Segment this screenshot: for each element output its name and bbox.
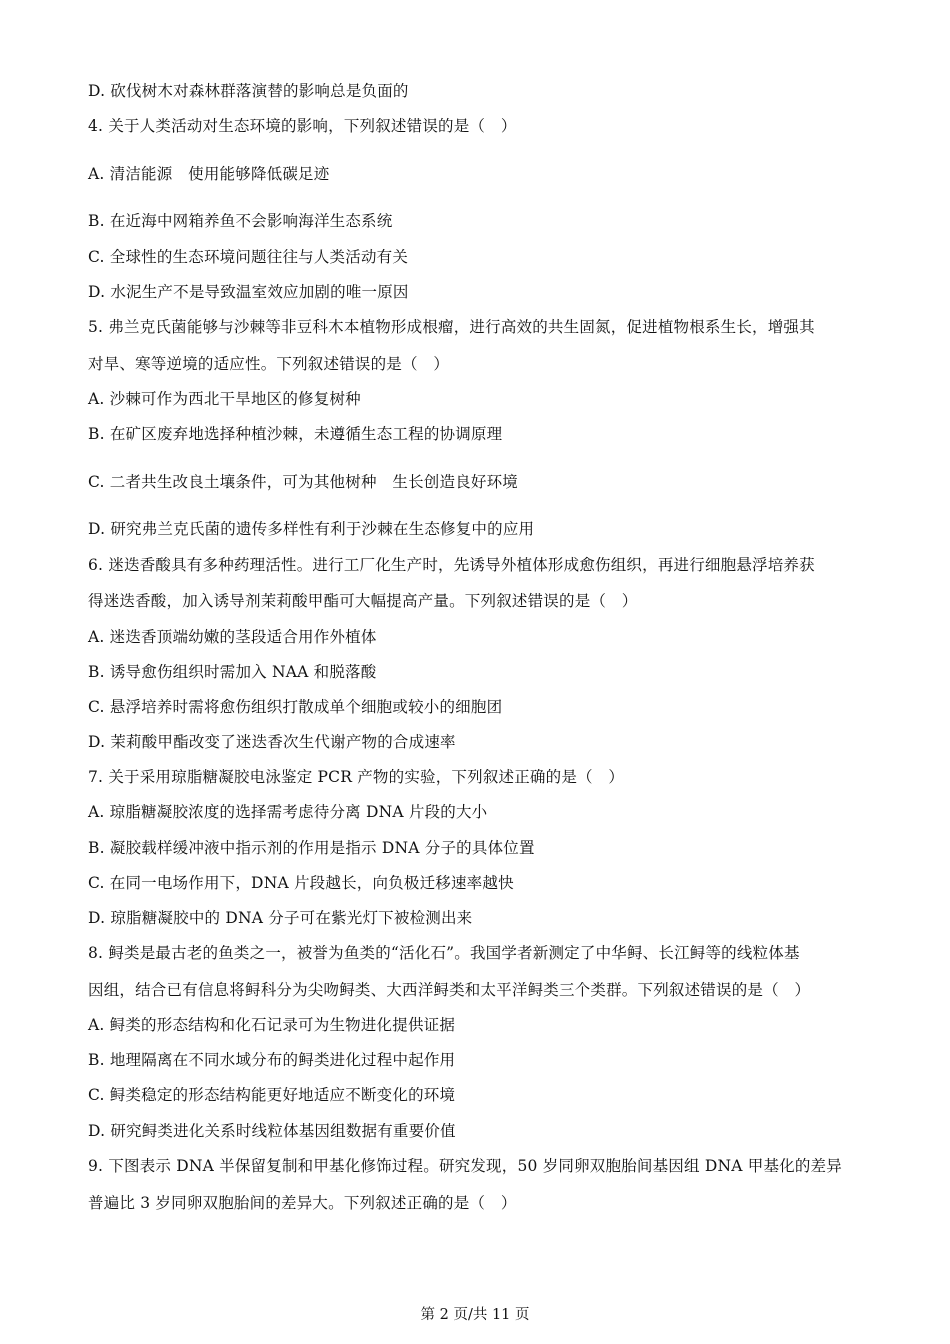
question-7: 7. 关于采用琼脂糖凝胶电泳鉴定 PCR 产物的实验，下列叙述正确的是（ ）	[88, 768, 625, 786]
question-4: 4. 关于人类活动对生态环境的影响，下列叙述错误的是（ ）	[88, 117, 517, 135]
option-6b: B. 诱导愈伤组织时需加入 NAA 和脱落酸	[88, 663, 377, 681]
option-5d: D. 研究弗兰克氏菌的遗传多样性有利于沙棘在生态修复中的应用	[88, 520, 535, 538]
question-5-line2: 对旱、寒等逆境的适应性。下列叙述错误的是（ ）	[88, 355, 450, 373]
option-3d: D. 砍伐树木对森林群落演替的影响总是负面的	[88, 82, 409, 100]
option-8d: D. 研究鲟类进化关系时线粒体基因组数据有重要价值	[88, 1122, 456, 1140]
option-7a: A. 琼脂糖凝胶浓度的选择需考虑待分离 DNA 片段的大小	[88, 803, 488, 821]
question-5-line1: 5. 弗兰克氏菌能够与沙棘等非豆科木本植物形成根瘤，进行高效的共生固氮，促进植物根系生长，增强其	[88, 318, 815, 336]
page-number-footer: 第 2 页/共 11 页	[420, 1307, 530, 1323]
question-6-line1: 6. 迷迭香酸具有多种药理活性。进行工厂化生产时，先诱导外植体形成愈伤组织，再进行细胞悬浮培养获	[88, 556, 815, 574]
option-7c: C. 在同一电场作用下，DNA 片段越长，向负极迁移速率越快	[88, 874, 514, 892]
question-8-line2: 因组，结合已有信息将鲟科分为尖吻鲟类、大西洋鲟类和太平洋鲟类三个类群。下列叙述错误的是（ ）	[88, 981, 811, 999]
question-9-line2: 普遍比 3 岁同卵双胞胎间的差异大。下列叙述正确的是（ ）	[88, 1194, 517, 1212]
option-8c: C. 鲟类稳定的形态结构能更好地适应不断变化的环境	[88, 1086, 456, 1104]
option-4b: B. 在近海中网箱养鱼不会影响海洋生态系统	[88, 212, 393, 230]
option-8b: B. 地理隔离在不同水域分布的鲟类进化过程中起作用	[88, 1051, 456, 1069]
option-4c: C. 全球性的生态环境问题往往与人类活动有关	[88, 248, 409, 266]
option-7b: B. 凝胶载样缓冲液中指示剂的作用是指示 DNA 分子的具体位置	[88, 839, 535, 857]
question-8-line1: 8. 鲟类是最古老的鱼类之一，被誉为鱼类的“活化石”。我国学者新测定了中华鲟、长江鲟等的线粒体基	[88, 944, 800, 962]
option-5c: C. 二者共生改良土壤条件，可为其他树种 生长创造良好环境	[88, 473, 518, 491]
option-4d: D. 水泥生产不是导致温室效应加剧的唯一原因	[88, 283, 409, 301]
option-5b: B. 在矿区废弃地选择种植沙棘，未遵循生态工程的协调原理	[88, 425, 503, 443]
option-6d: D. 茉莉酸甲酯改变了迷迭香次生代谢产物的合成速率	[88, 733, 456, 751]
question-9-line1: 9. 下图表示 DNA 半保留复制和甲基化修饰过程。研究发现，50 岁同卵双胞胎间基因组 DNA 甲基化的差异	[88, 1157, 842, 1175]
option-5a: A. 沙棘可作为西北干旱地区的修复树种	[88, 390, 361, 408]
question-6-line2: 得迷迭香酸，加入诱导剂茉莉酸甲酯可大幅提高产量。下列叙述错误的是（ ）	[88, 592, 638, 610]
option-7d: D. 琼脂糖凝胶中的 DNA 分子可在紫光灯下被检测出来	[88, 909, 473, 927]
option-6a: A. 迷迭香顶端幼嫩的茎段适合用作外植体	[88, 628, 377, 646]
option-6c: C. 悬浮培养时需将愈伤组织打散成单个细胞或较小的细胞团	[88, 698, 503, 716]
option-4a: A. 清洁能源 使用能够降低碳足迹	[88, 165, 330, 183]
option-8a: A. 鲟类的形态结构和化石记录可为生物进化提供证据	[88, 1016, 456, 1034]
